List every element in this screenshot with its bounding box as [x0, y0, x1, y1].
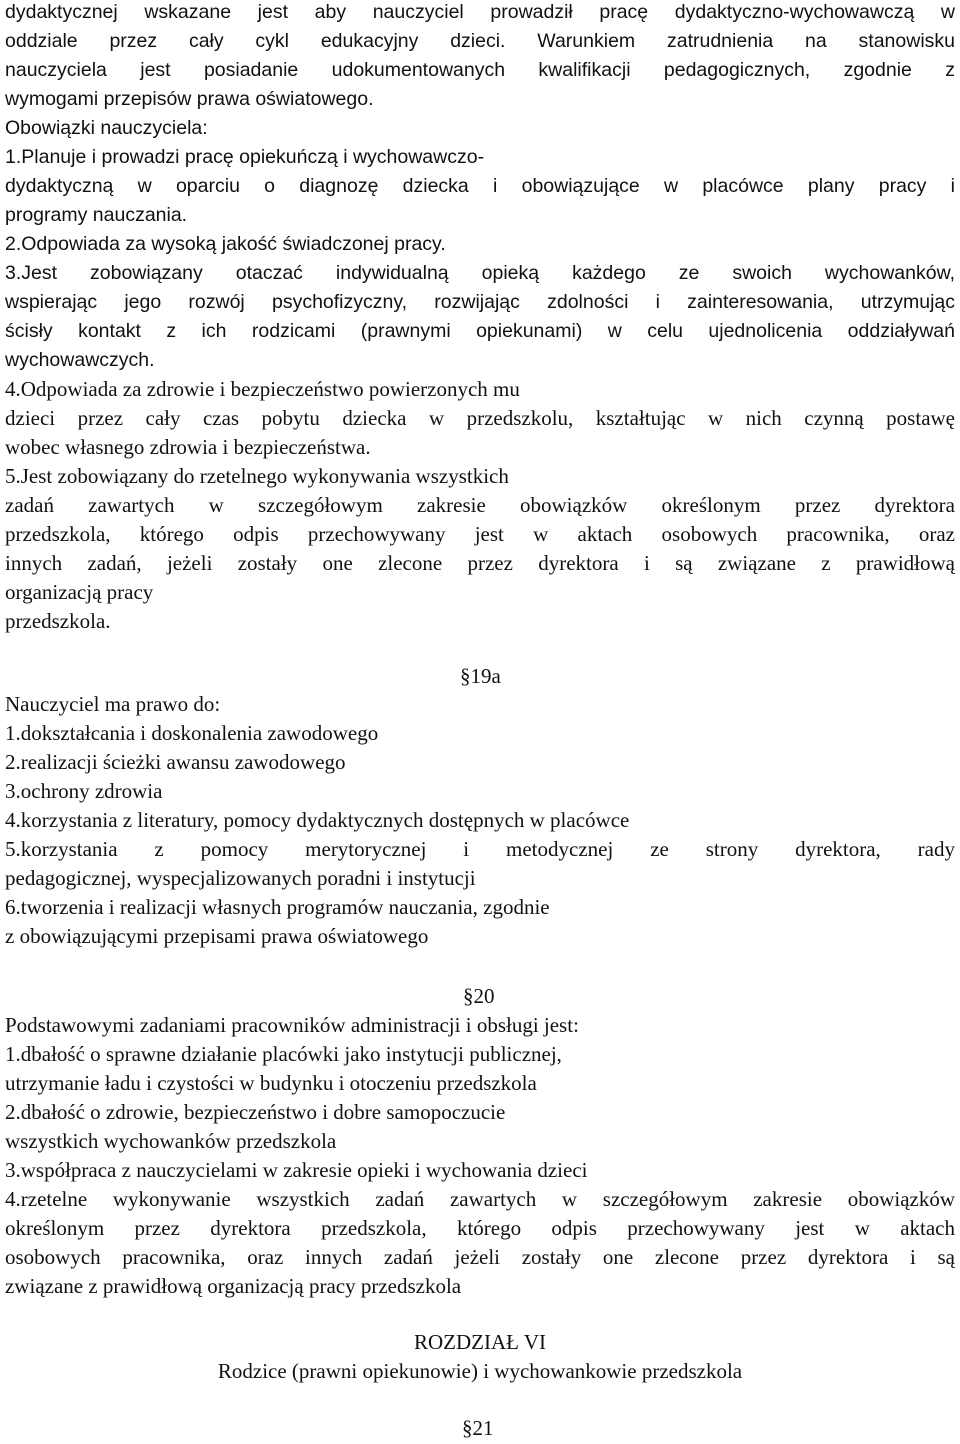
list-item: 4.Odpowiada za zdrowie i bezpieczeństwo powierzonych mu — [5, 377, 520, 401]
section-heading-19a — [460, 662, 501, 691]
list-item: 1.dbałość o sprawne działanie placówki jako instytucji publicznej, — [5, 1042, 562, 1066]
text-line: pedagogicznej, wyspecjalizowanych poradni i instytucji — [5, 866, 476, 890]
section-heading-20 — [463, 982, 495, 1011]
text-line: przedszkola. — [5, 609, 111, 633]
text-line: oddziale przez cały cykl edukacyjny dzieci. Warunkiem zatrudnienia na stanowisku — [5, 30, 955, 52]
list-item: 5.Jest zobowiązany do rzetelnego wykonywania wszystkich — [5, 464, 509, 488]
list-item: 2.dbałość o zdrowie, bezpieczeństwo i dobre samopoczucie — [5, 1100, 506, 1124]
list-item: 5.korzystania z pomocy merytorycznej i metodycznej ze strony dyrektora, rady — [5, 837, 955, 861]
text-line: organizacją pracy — [5, 580, 154, 604]
text-line: zadań zawartych w szczegółowym zakresie obowiązków określonym przez dyrektora — [5, 493, 955, 517]
list-item: 4.rzetelne wykonywanie wszystkich zadań zawartych w szczegółowym zakresie obowiązków — [5, 1187, 955, 1211]
section-sign: § — [462, 1416, 473, 1440]
section-number: 19a — [470, 664, 501, 688]
text-line: z obowiązującymi przepisami prawa oświatowego — [5, 924, 429, 948]
text-line: programy nauczania. — [5, 204, 188, 226]
text-line: utrzymanie ładu i czystości w budynku i otoczeniu przedszkola — [5, 1071, 537, 1095]
text-line: Obowiązki nauczyciela: — [5, 117, 208, 139]
text-line: nauczyciela jest posiadanie udokumentowanych kwalifikacji pedagogicznych, zgodnie z — [5, 59, 955, 81]
text-line: związane z prawidłową organizacją pracy przedszkola — [5, 1274, 462, 1298]
text-line: Nauczyciel ma prawo do: — [5, 692, 221, 716]
text-line: dydaktycznej wskazane jest aby nauczyciel prowadził pracę dydaktyczno-wychowawczą w — [5, 1, 955, 23]
text-line: ścisły kontakt z ich rodzicami (prawnymi opiekunami) w celu ujednolicenia oddziaływań — [5, 320, 955, 342]
text-line: dzieci przez cały czas pobytu dziecka w przedszkolu, kształtując w nich czynną postawę — [5, 406, 955, 430]
list-item: 3.Jest zobowiązany otaczać indywidualną opieką każdego ze swoich wychowanków, — [5, 262, 955, 284]
text-line: innych zadań, jeżeli zostały one zlecone przez dyrektora i są związane z prawidłową — [5, 551, 955, 575]
list-item: 6.tworzenia i realizacji własnych programów nauczania, zgodnie — [5, 895, 550, 919]
section-sign: § — [460, 664, 471, 688]
section-number: 20 — [473, 984, 495, 1008]
text-line: przedszkola, którego odpis przechowywany jest w aktach osobowych pracownika, oraz — [5, 522, 955, 546]
chapter-title: ROZDZIAŁ VI — [413, 1330, 546, 1354]
section-heading-21 — [462, 1414, 494, 1443]
section-sign: § — [463, 984, 474, 1008]
list-item: 1.dokształcania i doskonalenia zawodowego — [5, 721, 379, 745]
text-line: wobec własnego zdrowia i bezpieczeństwa. — [5, 435, 371, 459]
text-line: wymogami przepisów prawa oświatowego. — [5, 88, 374, 110]
text-line: dydaktyczną w oparciu o diagnozę dziecka i obowiązujące w placówce plany pracy i — [5, 175, 955, 197]
text-line: wychowawczych. — [5, 349, 155, 371]
list-item: 3.ochrony zdrowia — [5, 779, 163, 803]
chapter-subtitle: Rodzice (prawni opiekunowie) i wychowankowie przedszkola — [217, 1359, 743, 1383]
section-number: 21 — [472, 1416, 494, 1440]
list-item: 4.korzystania z literatury, pomocy dydaktycznych dostępnych w placówce — [5, 808, 630, 832]
list-item: 1.Planuje i prowadzi pracę opiekuńczą i wychowawczo- — [5, 146, 485, 168]
text-line: osobowych pracownika, oraz innych zadań jeżeli zostały one zlecone przez dyrektora i są — [5, 1245, 955, 1269]
list-item: 3.współpraca z nauczycielami w zakresie opieki i wychowania dzieci — [5, 1158, 588, 1182]
text-line: określonym przez dyrektora przedszkola, którego odpis przechowywany jest w aktach — [5, 1216, 955, 1240]
list-item: 2.realizacji ścieżki awansu zawodowego — [5, 750, 346, 774]
text-line: wszystkich wychowanków przedszkola — [5, 1129, 337, 1153]
text-line: Podstawowymi zadaniami pracowników administracji i obsługi jest: — [5, 1013, 579, 1037]
text-line: wspierając jego rozwój psychofizyczny, rozwijając zdolności i zainteresowania, utrzymując — [5, 291, 955, 313]
list-item: 2.Odpowiada za wysoką jakość świadczonej pracy. — [5, 233, 446, 255]
